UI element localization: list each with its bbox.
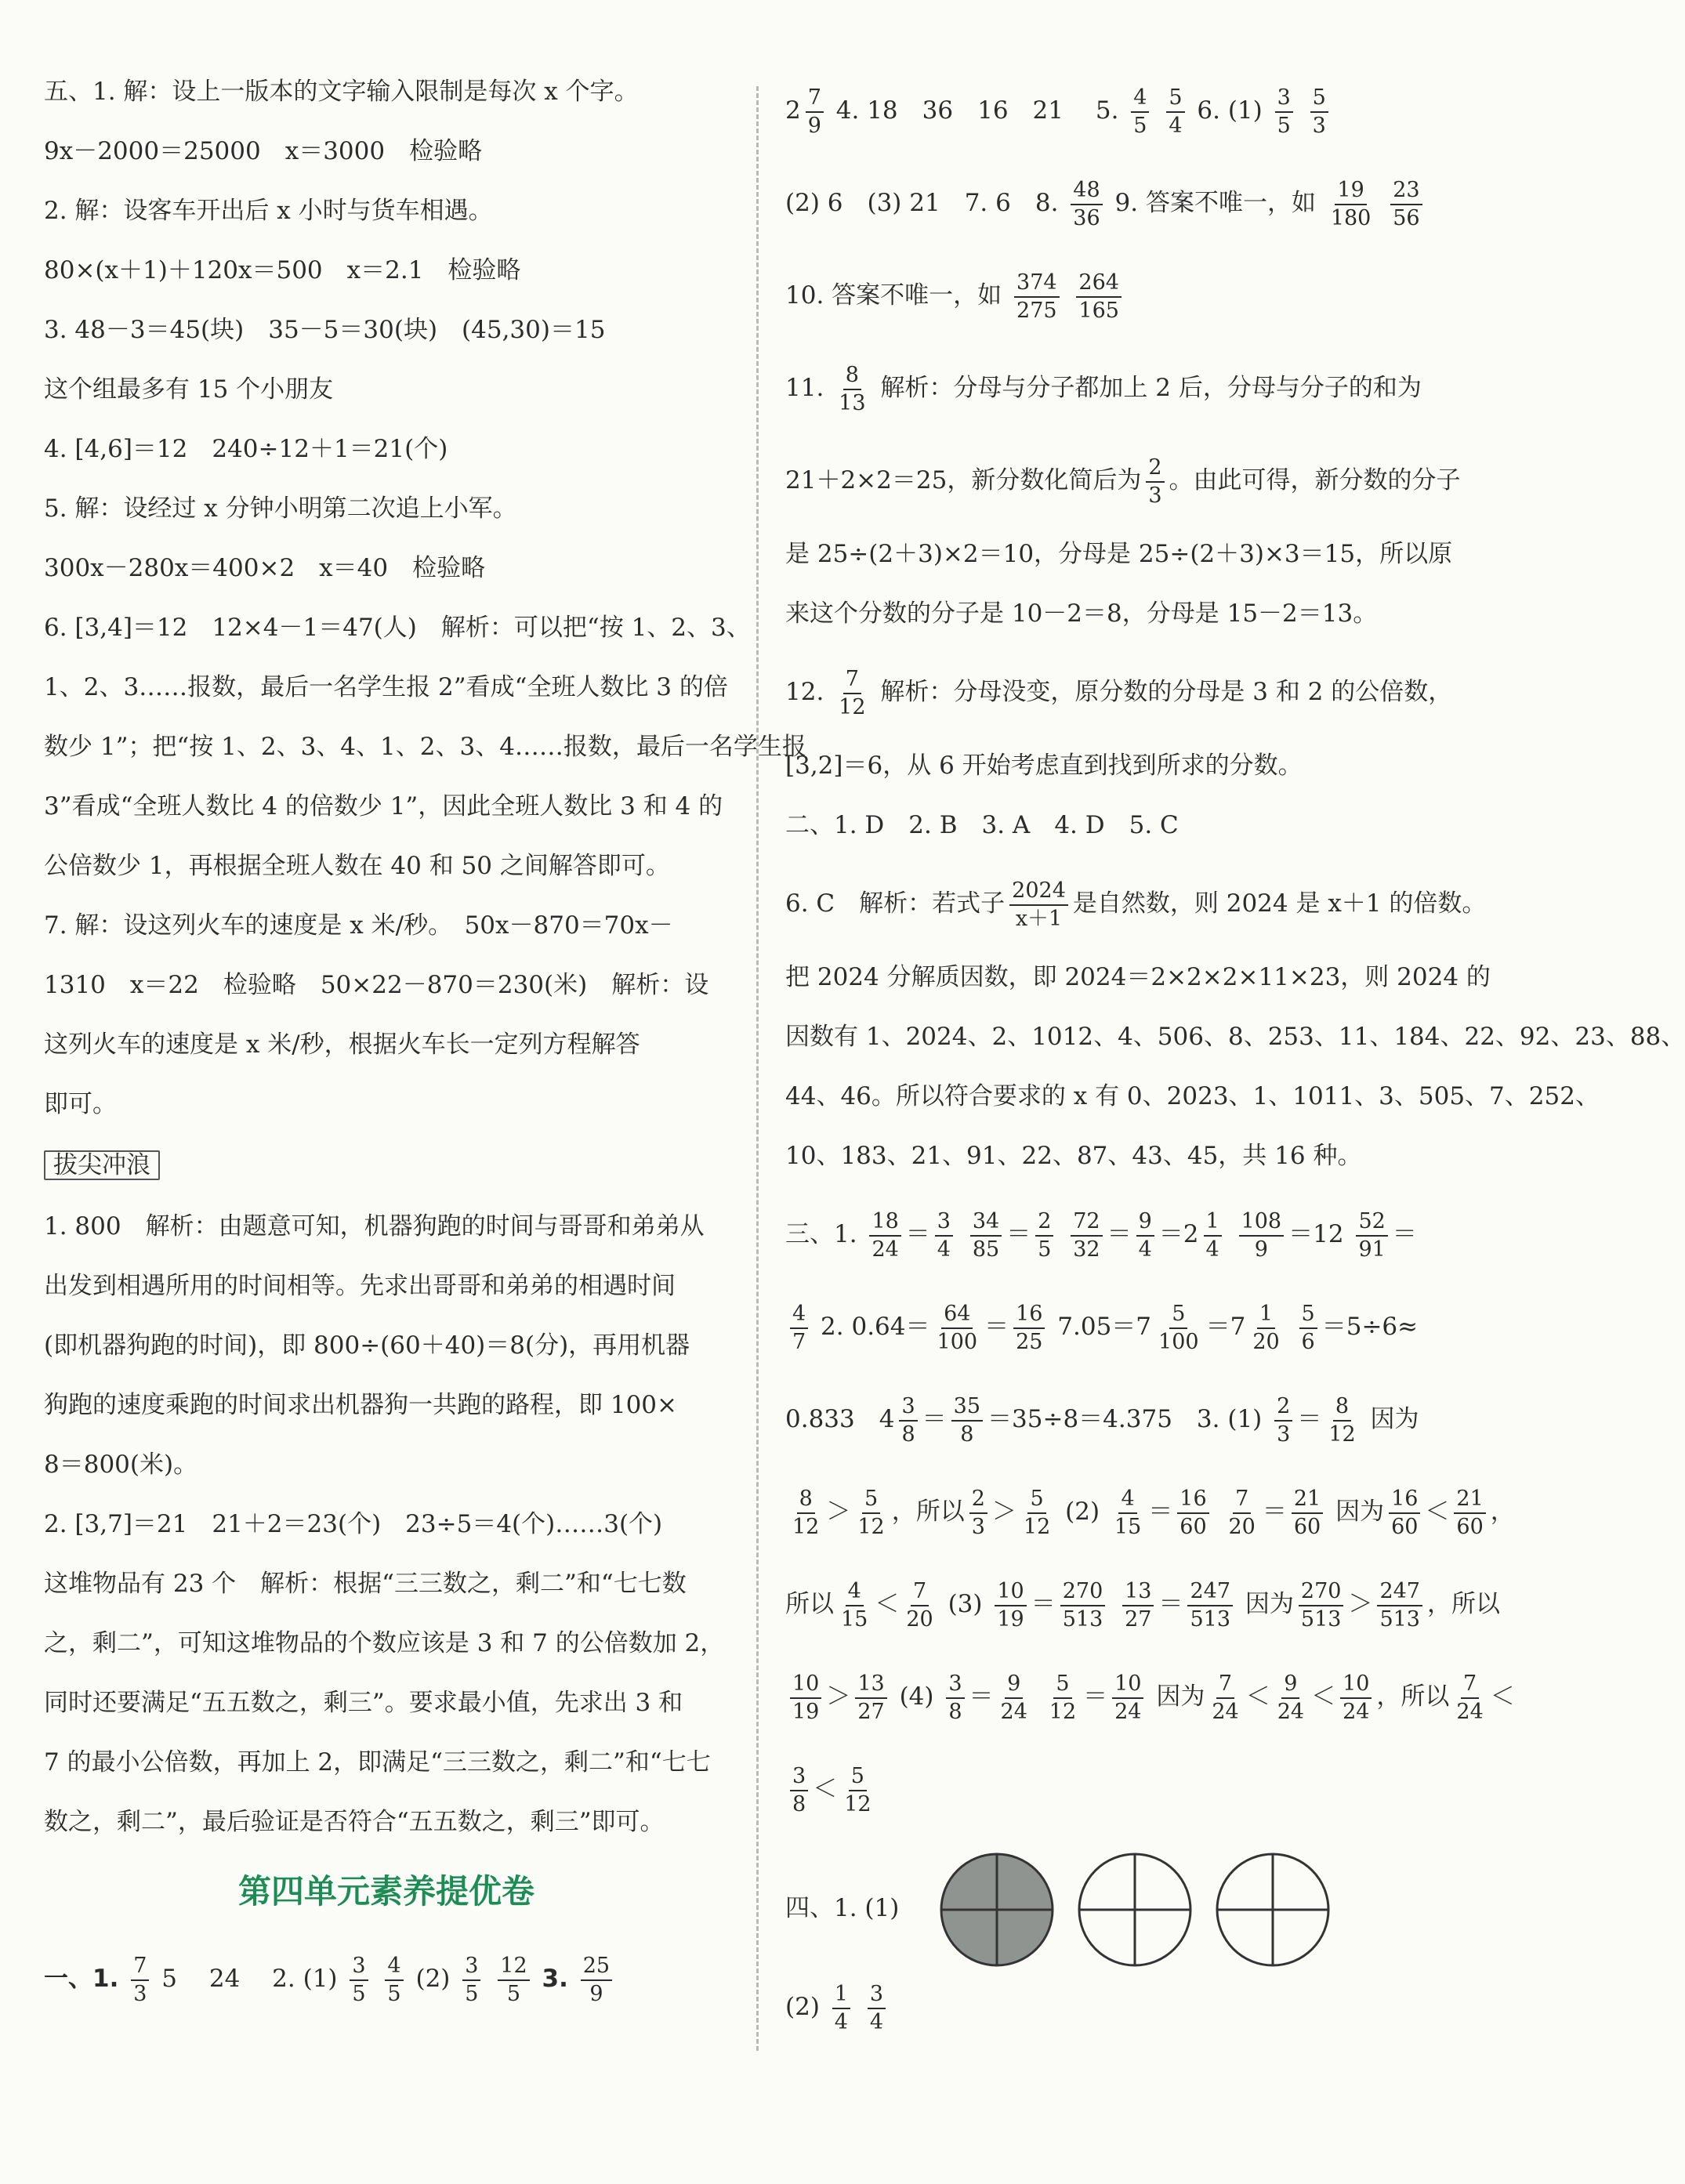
answer-text: 0.833 4 — [785, 1405, 895, 1433]
answer-text: (2) 6 (3) 21 7. 6 8. — [785, 189, 1059, 217]
answer-text: 。由此可得，新分数的分子 — [1169, 466, 1461, 494]
fraction: $\frac{374}{275}$ — [1014, 270, 1060, 324]
fraction: $\frac{72}{32}$ — [1071, 1208, 1102, 1263]
fraction: $\frac{5}{12}$ — [844, 1763, 871, 1816]
fraction: $\frac{1}{4}$ — [832, 1981, 850, 2036]
fraction: $\frac{64}{100}$ — [937, 1301, 978, 1354]
fraction: $\frac{270}{513}$ — [1299, 1578, 1344, 1633]
answer-text: ，所以 — [1376, 1682, 1450, 1711]
answer-text: ，所以 — [891, 1498, 965, 1526]
fraction: $\frac{3}{4}$ — [868, 1981, 886, 2036]
answer-text: 四、1. (1) — [785, 1894, 900, 1922]
answer-text: 7.05＝7 — [1057, 1313, 1152, 1341]
answer-line: 所以 $\frac{4}{15}$ ＜ $\frac{7}{20}$ (3) $\frac{10}{19}$ ＝ $\frac{270}{513}$ $\frac{13}{27}$ ＝ $\frac{247}{513}$ 因为 $\frac{270}{513}$ ＞ $\frac{247}{513}$ ，所以 — [785, 1578, 1500, 1632]
answer-line — [44, 1947, 729, 2011]
answer-line: $\frac{8}{12}$ ＞ $\frac{5}{12}$ ，所以 $\frac{2}{3}$ ＞ $\frac{5}{12}$ (2) $\frac{4}{15}$ ＝ $\frac{16}{60}$ $\frac{7}{20}$ ＝ $\frac{21}{60}$ 因为 $\frac{16}{60}$ ＜ $\frac{21}{60}$ ， — [785, 1480, 1475, 1544]
label: 一、1. — [44, 1965, 119, 1993]
fraction: $\frac{247}{513}$ — [1377, 1578, 1422, 1633]
answer-text: 所以 — [785, 1590, 834, 1618]
fraction: $\frac{35}{8}$ — [951, 1393, 983, 1448]
fraction: $\frac{16}{25}$ — [1013, 1301, 1045, 1356]
label: 3. — [542, 1965, 568, 1993]
answer-line: 数之，剩二”，最后验证是否符合“五五数之，剩三”即可。 — [44, 1808, 665, 1836]
answer-line: 公倍数少 1，再根据全班人数在 40 和 50 之间解答即可。 — [44, 852, 670, 880]
answer-text: 因为 — [1335, 1498, 1385, 1526]
fraction: $\frac{1}{20}$ — [1252, 1301, 1280, 1354]
answer-line: 同时还要满足“五五数之，剩三”。要求最小值，先求出 3 和 — [44, 1689, 683, 1717]
fraction: $\frac{8}{13}$ — [839, 362, 866, 415]
answer-text: (4) — [899, 1682, 934, 1711]
answer-line: 来这个分数的分子是 10－2＝8，分母是 15－2＝13。 — [785, 599, 1378, 628]
answer-line: 数少 1”；把“按 1、2、3、4、1、2、3、4……报数，最后一名学生报 — [44, 733, 806, 761]
answer-line: 三、1. $\frac{18}{24}$ ＝ $\frac{3}{4}$ $\frac{34}{85}$ ＝ $\frac{2}{5}$ $\frac{72}{32}$ ＝ $\frac{9}{4}$ ＝2 $\frac{1}{4}$ $\frac{108}{9}$ ＝12 $\frac{52}{91}$ ＝ — [785, 1208, 1417, 1262]
fraction: $\frac{4}{5}$ — [385, 1953, 403, 2008]
answer-line: $\frac{3}{8}$ ＜ $\frac{5}{12}$ — [785, 1757, 1475, 1821]
answer-line: 这列火车的速度是 x 米/秒，根据火车长一定列方程解答 — [44, 1030, 640, 1059]
answer-line: 8＝800(米)。 — [44, 1451, 198, 1479]
fraction: $\frac{25}{9}$ — [581, 1953, 612, 2008]
answer-line: 10、183、21、91、22、87、43、45，共 16 种。 — [785, 1142, 1362, 1170]
fraction: $\frac{5}{3}$ — [1310, 85, 1328, 139]
right-column — [785, 78, 1685, 2067]
fraction: $\frac{7}{12}$ — [839, 666, 866, 719]
fraction: $\frac{34}{85}$ — [970, 1208, 1002, 1263]
fraction: $\frac{21}{60}$ — [1454, 1486, 1485, 1541]
answer-text: 9. 答案不唯一，如 — [1114, 189, 1316, 217]
answer-line — [785, 263, 1475, 328]
fraction: $\frac{10}{24}$ — [1112, 1671, 1143, 1726]
answer-line: 2 $\frac{7}{9}$ 4. 18 36 16 21 5. $\frac{4}{5}$ $\frac{5}{4}$ 6. (1) $\frac{3}{5}$ $\frac{5}{3}$ — [785, 78, 1475, 143]
fraction: $\frac{2}{3}$ — [1146, 455, 1164, 509]
answer-line: 二、1. D 2. B 3. A 4. D 5. C — [785, 811, 1179, 839]
fraction: $\frac{4}{7}$ — [790, 1301, 808, 1356]
fraction: $\frac{3}{4}$ — [935, 1208, 953, 1263]
answer-line: 80×(x＋1)＋120x＝500 x＝2.1 检验略 — [44, 256, 521, 284]
answer-line: 五、1. 解：设上一版本的文字输入限制是每次 x 个字。 — [44, 78, 639, 106]
answer-text: 6. C 解析：若式子 — [785, 889, 1006, 918]
answer-line: 即可。 — [44, 1090, 117, 1118]
fraction: $\frac{5}{6}$ — [1299, 1301, 1317, 1356]
fraction: $\frac{7}{20}$ — [906, 1578, 933, 1632]
fraction: $\frac{21}{60}$ — [1292, 1486, 1323, 1541]
answer-line: 7 的最小公倍数，再加上 2，即满足“三三数之，剩二”和“七七 — [44, 1748, 711, 1777]
answer-text: 11. — [785, 374, 824, 402]
answer-text: 因为 — [1245, 1590, 1294, 1618]
answer-line: $\frac{4}{7}$ 2. 0.64＝ $\frac{64}{100}$ ＝ $\frac{16}{25}$ 7.05＝7 $\frac{5}{100}$ ＝7 $\frac{1}{20}$ $\frac{5}{6}$ ＝5÷6≈ — [785, 1295, 1475, 1359]
answer-text: ＝35÷8＝4.375 3. (1) — [987, 1405, 1263, 1433]
fraction: $\frac{3}{5}$ — [1275, 85, 1293, 139]
answer-line — [785, 1849, 1475, 1967]
answer-line: (即机器狗跑的时间)，即 800÷(60＋40)＝8(分)，再用机器 — [44, 1331, 690, 1360]
fraction: $\frac{19}{180}$ — [1330, 177, 1372, 230]
fraction: $\frac{7}{3}$ — [131, 1953, 149, 2008]
fraction: $\frac{7}{24}$ — [1212, 1671, 1239, 1724]
answer-line: 3”看成“全班人数比 4 的倍数少 1”，因此全班人数比 3 和 4 的 — [44, 792, 723, 820]
answer-text: 是自然数，则 2024 是 x＋1 的倍数。 — [1072, 889, 1487, 918]
answer-line: 这堆物品有 23 个 解析：根据“三三数之，剩二”和“七七数 — [44, 1570, 687, 1598]
answer-text: ＝7 — [1205, 1313, 1246, 1341]
answer-line — [785, 356, 1475, 420]
fraction: $\frac{10}{24}$ — [1340, 1671, 1372, 1726]
fraction: $\frac{2}{3}$ — [969, 1486, 987, 1541]
fraction: $\frac{12}{5}$ — [498, 1953, 529, 2008]
answer-text: 因为 — [1156, 1682, 1205, 1711]
answer-line: 2. [3,7]＝21 21＋2＝23(个) 23÷5＝4(个)……3(个) — [44, 1510, 663, 1538]
answer-line: 5. 解：设经过 x 分钟小明第二次追上小军。 — [44, 494, 517, 523]
answer-text: (2) — [1065, 1498, 1100, 1526]
fraction: $\frac{13}{27}$ — [855, 1671, 886, 1726]
fraction: $\frac{5}{12}$ — [857, 1486, 885, 1539]
answer-line: 是 25÷(2＋3)×2＝10，分母是 25÷(2＋3)×3＝15，所以原 — [785, 540, 1453, 568]
answer-text: ＝5÷6≈ — [1321, 1313, 1419, 1341]
label: 2. (1) — [272, 1965, 338, 1993]
fraction: $\frac{5}{4}$ — [1166, 85, 1184, 139]
value: 24 — [208, 1965, 241, 1993]
circle-filled — [938, 1851, 1056, 1968]
answer-text: 5. — [1095, 96, 1119, 125]
answer-line — [785, 171, 1475, 235]
answer-line: 1、2、3……报数，最后一名学生报 2”看成“全班人数比 3 的倍 — [44, 673, 728, 701]
fraction: $\frac{3}{8}$ — [899, 1393, 917, 1448]
answer-line: $\frac{10}{19}$ ＞ $\frac{13}{27}$ (4) $\frac{3}{8}$ ＝ $\frac{9}{24}$ $\frac{5}{12}$ ＝ $\frac{10}{24}$ 因为 $\frac{7}{24}$ ＜ $\frac{9}{24}$ ＜ $\frac{10}{24}$ ，所以 $\frac{7}{24}$ ＜ — [785, 1664, 1475, 1729]
answer-line — [785, 448, 1475, 512]
answer-line: 4. [4,6]＝12 240÷12＋1＝21(个) — [44, 435, 448, 463]
fraction: $\frac{3}{5}$ — [350, 1953, 368, 2008]
fraction: $\frac{9}{24}$ — [1000, 1671, 1027, 1724]
fraction: $\frac{247}{513}$ — [1187, 1578, 1233, 1633]
fraction: $\frac{9}{4}$ — [1136, 1208, 1154, 1263]
fraction: $\frac{108}{9}$ — [1239, 1208, 1285, 1263]
label: (2) — [415, 1965, 451, 1993]
fraction: $\frac{52}{91}$ — [1356, 1208, 1387, 1263]
fraction: $\frac{3}{8}$ — [790, 1763, 808, 1818]
answer-line: [3,2]＝6，从 6 开始考虑直到找到所求的分数。 — [785, 752, 1303, 780]
answer-text: 21＋2×2＝25，新分数化简后为 — [785, 466, 1142, 494]
value: 5 — [161, 1965, 177, 1993]
fraction: $\frac{7}{20}$ — [1228, 1486, 1256, 1539]
fraction: $\frac{2}{3}$ — [1274, 1393, 1292, 1448]
answer-line: 出发到相遇所用的时间相等。先求出哥哥和弟弟的相遇时间 — [44, 1272, 676, 1300]
fraction: $\frac{3}{5}$ — [462, 1953, 480, 2008]
answer-line — [785, 871, 1487, 936]
answer-line: 0.833 4 $\frac{3}{8}$ ＝ $\frac{35}{8}$ ＝35÷8＝4.375 3. (1) $\frac{2}{3}$ ＝ $\frac{8}{12}$ 因为 — [785, 1393, 1419, 1447]
fraction: $\frac{16}{60}$ — [1389, 1486, 1420, 1541]
unit-title: 第四单元素养提优卷 — [237, 1872, 534, 1911]
fraction: $\frac{10}{19}$ — [995, 1578, 1026, 1633]
answer-line: 这个组最多有 15 个小朋友 — [44, 375, 334, 404]
answer-text: (2) — [785, 1993, 820, 2021]
section-bajian — [44, 1150, 729, 1180]
answer-text: 4. 18 36 16 21 — [835, 96, 1064, 125]
answer-line: 因数有 1、2024、2、1012、4、506、8、253、11、184、22、92、23、88、 — [785, 1023, 1685, 1051]
fraction: $\frac{10}{19}$ — [790, 1671, 821, 1726]
answer-text: 12. — [785, 678, 824, 706]
fraction: $\frac{5}{100}$ — [1158, 1301, 1199, 1354]
fraction: $\frac{18}{24}$ — [869, 1208, 900, 1263]
fraction: $\frac{8}{12}$ — [1328, 1393, 1356, 1447]
answer-line: 1310 x＝22 检验略 50×22－870＝230(米) 解析：设 — [44, 971, 709, 999]
circle-empty — [1214, 1851, 1332, 1968]
answer-line: 7. 解：设这列火车的速度是 x 米/秒。 50x－870＝70x－ — [44, 911, 673, 940]
fraction: $\frac{4}{15}$ — [841, 1578, 868, 1632]
column-divider — [756, 86, 759, 2051]
circle-diagrams — [938, 1851, 1332, 1968]
answer-line — [785, 660, 1475, 724]
fraction: $\frac{2024}{x+1}$ — [1009, 878, 1068, 933]
answer-text: ，所以 — [1426, 1590, 1500, 1618]
fraction: $\frac{16}{60}$ — [1177, 1486, 1208, 1541]
answer-line: 9x－2000＝25000 x＝3000 检验略 — [44, 137, 483, 165]
fraction: $\frac{9}{24}$ — [1277, 1671, 1305, 1724]
fraction: $\frac{5}{12}$ — [1049, 1671, 1077, 1724]
answer-line: 44、46。所以符合要求的 x 有 0、2023、1、1011、3、505、7、252、 — [785, 1082, 1600, 1110]
answer-line: 把 2024 分解质因数，即 2024＝2×2×2×11×23，则 2024 的 — [785, 963, 1491, 991]
answer-text: 因为 — [1370, 1405, 1419, 1433]
fraction: $\frac{8}{12}$ — [792, 1486, 820, 1539]
answer-line: 之，剩二”，可知这堆物品的个数应该是 3 和 7 的公倍数加 2， — [44, 1629, 725, 1657]
fraction: $\frac{2}{5}$ — [1035, 1208, 1053, 1263]
answer-line — [785, 1975, 1475, 2039]
answer-text: 6. (1) — [1197, 96, 1263, 125]
fraction: $\frac{23}{56}$ — [1390, 177, 1422, 232]
fraction: $\frac{4}{15}$ — [1114, 1486, 1142, 1539]
fraction: $\frac{5}{12}$ — [1023, 1486, 1051, 1539]
answer-line: 狗跑的速度乘跑的时间求出机器狗一共跑的路程，即 100× — [44, 1391, 677, 1419]
fraction: $\frac{1}{4}$ — [1204, 1208, 1222, 1263]
answer-text: 解析：分母与分子都加上 2 后，分母与分子的和为 — [880, 374, 1422, 402]
answer-text: 解析：分母没变，原分数的分母是 3 和 2 的公倍数， — [880, 678, 1453, 706]
answer-line: 2. 解：设客车开出后 x 小时与货车相遇。 — [44, 197, 493, 225]
answer-line: 1. 800 解析：由题意可知，机器狗跑的时间与哥哥和弟弟从 — [44, 1212, 705, 1240]
answer-text: 10. 答案不唯一，如 — [785, 281, 1002, 310]
fraction: $\frac{13}{27}$ — [1122, 1578, 1154, 1633]
fraction: $\frac{270}{513}$ — [1060, 1578, 1106, 1633]
circle-empty — [1076, 1851, 1194, 1968]
fraction: $\frac{264}{165}$ — [1076, 270, 1122, 324]
fraction: $\frac{4}{5}$ — [1131, 85, 1149, 139]
fraction: $\frac{7}{24}$ — [1456, 1671, 1484, 1724]
fraction: $\frac{3}{8}$ — [946, 1671, 964, 1726]
fraction: $\frac{7}{9}$ — [806, 85, 824, 139]
answer-line: 6. [3,4]＝12 12×4－1＝47(人) 解析：可以把“按 1、2、3、 — [44, 614, 751, 642]
answer-text: 2. 0.64＝ — [821, 1313, 930, 1341]
answer-line: 3. 48－3＝45(块) 35－5＝30(块) (45,30)＝15 — [44, 316, 606, 344]
section-label: 拔尖冲浪 — [44, 1150, 160, 1180]
answer-text: (3) — [948, 1590, 983, 1618]
answer-text: 三、1. — [785, 1220, 857, 1248]
answer-line: 300x－280x＝400×2 x＝40 检验略 — [44, 554, 486, 582]
fraction: $\frac{48}{36}$ — [1071, 177, 1102, 232]
